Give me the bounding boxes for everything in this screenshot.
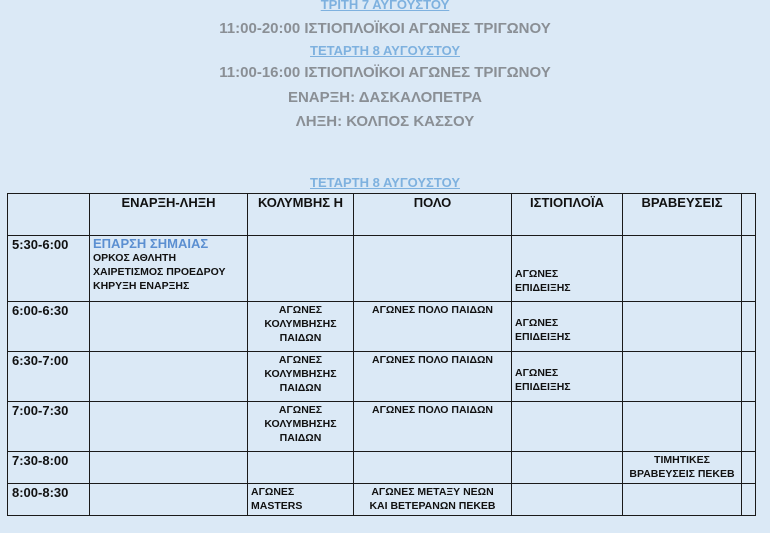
sailing-cell bbox=[512, 302, 623, 352]
swimming-line: ΑΓΩΝΕΣ bbox=[278, 354, 323, 366]
opening-cell bbox=[90, 402, 248, 452]
sailing-line: ΕΠΙΔΕΙΞΗΣ bbox=[515, 331, 571, 343]
time-cell: 7:30-8:00 bbox=[8, 452, 90, 484]
opening-line: ΟΡΚΟΣ ΑΘΛΗΤΗ bbox=[93, 252, 177, 264]
swimming-line: ΚΟΛΥΜΒΗΣΗΣ bbox=[264, 368, 337, 380]
table-row bbox=[8, 452, 756, 484]
awards-cell bbox=[623, 352, 742, 402]
start-location: ΕΝΑΡΞΗ: ΔΑΣΚΑΛΟΠΕΤΡΑ bbox=[287, 89, 483, 106]
swimming-line: ΠΑΙΔΩΝ bbox=[279, 432, 322, 444]
schedule-table bbox=[7, 193, 756, 516]
time-cell: 5:30-6:00 bbox=[8, 236, 90, 302]
day2-event: 11:00-16:00 ΙΣΤΙΟΠΛΟΪΚΟΙ ΑΓΩΝΕΣ ΤΡΙΓΩΝΟΥ bbox=[219, 64, 551, 81]
swimming-cell bbox=[248, 402, 354, 452]
awards-line: ΒΡΑΒΕΥΣΕΙΣ ΠΕΚΕΒ bbox=[629, 468, 735, 480]
swimming-line: ΚΟΛΥΜΒΗΣΗΣ bbox=[264, 418, 337, 430]
time-cell: 6:30-7:00 bbox=[8, 352, 90, 402]
polo-line: ΑΓΩΝΕΣ ΜΕΤΑΞΥ ΝΕΩΝ bbox=[371, 486, 494, 498]
flag-raising-title: ΕΠΑΡΣΗ ΣΗΜΑΙΑΣ bbox=[93, 236, 209, 251]
sailing-line: ΑΓΩΝΕΣ bbox=[515, 367, 559, 379]
awards-cell bbox=[623, 452, 742, 484]
table-row bbox=[8, 484, 756, 516]
extra-cell bbox=[742, 402, 756, 452]
opening-line: ΚΗΡΥΞΗ ΕΝΑΡΞΗΣ bbox=[93, 280, 190, 292]
awards-cell bbox=[623, 236, 742, 302]
swimming-cell bbox=[248, 484, 354, 516]
time-cell: 7:00-7:30 bbox=[8, 402, 90, 452]
swimming-line: ΚΟΛΥΜΒΗΣΗΣ bbox=[264, 318, 337, 330]
awards-cell bbox=[623, 402, 742, 452]
opening-cell bbox=[90, 302, 248, 352]
time-cell: 8:00-8:30 bbox=[8, 484, 90, 516]
polo-cell bbox=[354, 484, 512, 516]
swimming-cell bbox=[248, 352, 354, 402]
header-cell-polo: ΠΟΛΟ bbox=[354, 194, 512, 236]
awards-cell bbox=[623, 302, 742, 352]
day2-label: ΤΕΤΑΡΤΗ 8 ΑΥΓΟΥΣΤΟΥ bbox=[310, 43, 460, 58]
end-location: ΛΗΞΗ: ΚΟΛΠΟΣ ΚΑΣΣΟΥ bbox=[295, 113, 475, 130]
opening-cell bbox=[90, 236, 248, 302]
opening-cell bbox=[90, 452, 248, 484]
swimming-line: ΑΓΩΝΕΣ bbox=[278, 404, 323, 416]
header-cell-swimming: ΚΟΛΥΜΒΗΣ Η bbox=[248, 194, 354, 236]
sailing-line: ΑΓΩΝΕΣ bbox=[515, 317, 559, 329]
swimming-cell bbox=[248, 452, 354, 484]
extra-cell bbox=[742, 236, 756, 302]
swimming-line: ΑΓΩΝΕΣ bbox=[278, 304, 323, 316]
sailing-line: ΕΠΙΔΕΙΞΗΣ bbox=[515, 282, 571, 294]
awards-cell bbox=[623, 484, 742, 516]
swimming-line: MASTERS bbox=[251, 500, 303, 512]
extra-cell bbox=[742, 352, 756, 402]
extra-cell bbox=[742, 302, 756, 352]
sailing-cell bbox=[512, 402, 623, 452]
polo-line: ΚΑΙ ΒΕΤΕΡΑΝΩΝ ΠΕΚΕΒ bbox=[369, 500, 496, 512]
day1-event: 11:00-20:00 ΙΣΤΙΟΠΛΟΪΚΟΙ ΑΓΩΝΕΣ ΤΡΙΓΩΝΟΥ bbox=[219, 20, 551, 37]
swimming-cell bbox=[248, 236, 354, 302]
swimming-line: ΑΓΩΝΕΣ bbox=[251, 486, 295, 498]
opening-cell bbox=[90, 484, 248, 516]
header-cell-time bbox=[8, 194, 90, 236]
polo-cell bbox=[354, 236, 512, 302]
sailing-line: ΑΓΩΝΕΣ bbox=[515, 268, 559, 280]
opening-line: ΧΑΙΡΕΤΙΣΜΟΣ ΠΡΟΕΔΡΟΥ bbox=[93, 266, 226, 278]
extra-cell bbox=[742, 452, 756, 484]
polo-cell: ΑΓΩΝΕΣ ΠΟΛΟ ΠΑΙΔΩΝ bbox=[354, 402, 512, 452]
sailing-line: ΕΠΙΔΕΙΞΗΣ bbox=[515, 381, 571, 393]
awards-line: ΤΙΜΗΤΙΚΕΣ bbox=[654, 454, 710, 466]
header-cell-sailing: ΙΣΤΙΟΠΛΟΪΑ bbox=[512, 194, 623, 236]
sailing-cell bbox=[512, 236, 623, 302]
table-row bbox=[8, 236, 756, 302]
polo-cell bbox=[354, 452, 512, 484]
table-row bbox=[8, 352, 756, 402]
sailing-cell bbox=[512, 484, 623, 516]
sailing-cell bbox=[512, 452, 623, 484]
swimming-line: ΠΑΙΔΩΝ bbox=[279, 382, 322, 394]
day1-label: ΤΡΙΤΗ 7 ΑΥΓΟΥΣΤΟΥ bbox=[320, 0, 450, 12]
table-row bbox=[8, 302, 756, 352]
time-cell: 6:00-6:30 bbox=[8, 302, 90, 352]
header-cell-opening: ΕΝΑΡΞΗ-ΛΗΞΗ bbox=[90, 194, 248, 236]
header-cell-extra bbox=[742, 194, 756, 236]
table-caption: ΤΕΤΑΡΤΗ 8 ΑΥΓΟΥΣΤΟΥ bbox=[310, 175, 460, 190]
opening-cell bbox=[90, 352, 248, 402]
swimming-cell bbox=[248, 302, 354, 352]
table-header-row bbox=[8, 194, 756, 236]
extra-cell bbox=[742, 484, 756, 516]
polo-cell: ΑΓΩΝΕΣ ΠΟΛΟ ΠΑΙΔΩΝ bbox=[354, 302, 512, 352]
polo-cell: ΑΓΩΝΕΣ ΠΟΛΟ ΠΑΙΔΩΝ bbox=[354, 352, 512, 402]
sailing-cell bbox=[512, 352, 623, 402]
swimming-line: ΠΑΙΔΩΝ bbox=[279, 332, 322, 344]
table-row bbox=[8, 402, 756, 452]
header-cell-awards: ΒΡΑΒΕΥΣΕΙΣ bbox=[623, 194, 742, 236]
